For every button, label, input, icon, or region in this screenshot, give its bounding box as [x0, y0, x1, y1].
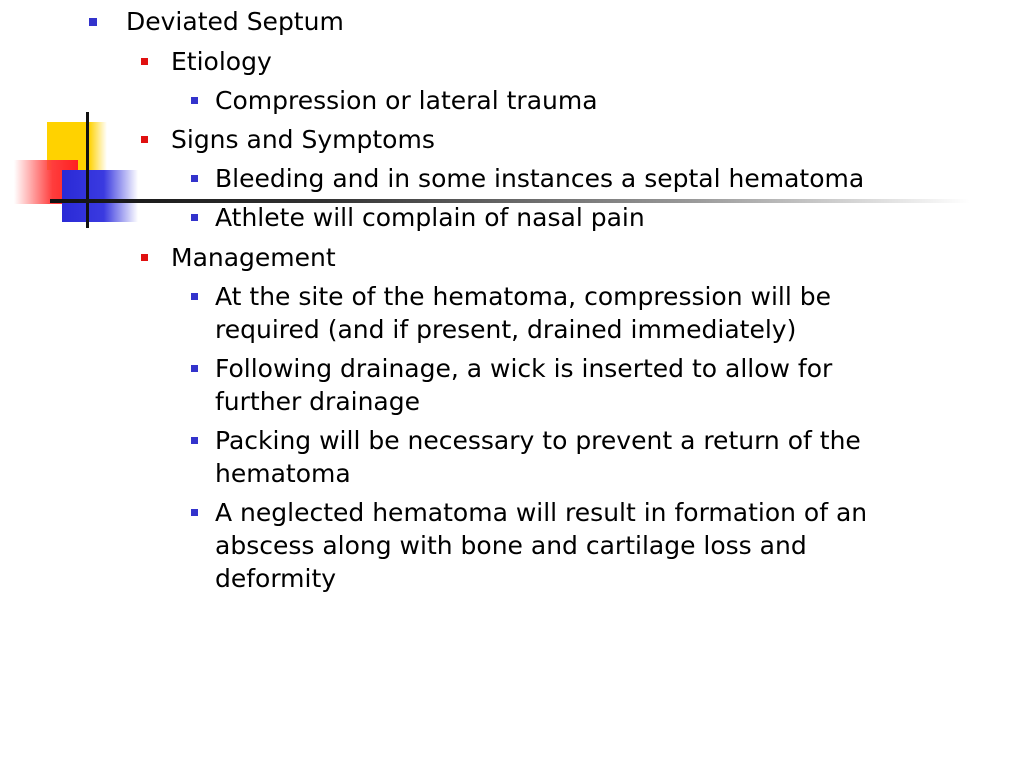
bullet-item-site-compression — [215, 280, 831, 346]
bullet-text-line: Following drainage, a wick is inserted to allow for — [215, 354, 833, 383]
bullet-text: Etiology — [171, 47, 272, 76]
bullet-marker-level3 — [191, 509, 198, 516]
bullet-text: Athlete will complain of nasal pain — [215, 203, 645, 232]
bullet-item-bleeding — [215, 162, 864, 195]
bullet-item-athlete-pain — [215, 201, 645, 234]
bullet-item-neglected-hematoma — [215, 496, 867, 595]
bullet-marker-level3 — [191, 214, 198, 221]
bullet-text-line: At the site of the hematoma, compression will be — [215, 282, 832, 311]
bullet-marker-level2 — [141, 136, 148, 143]
bullet-item-deviated-septum — [126, 5, 344, 38]
bullet-marker-level1 — [89, 18, 97, 26]
bullet-marker-level3 — [191, 97, 198, 104]
bullet-text-line: hematoma — [215, 459, 351, 488]
bullet-item-management — [171, 241, 336, 274]
bullet-text-line: Packing will be necessary to prevent a return of the — [215, 426, 861, 455]
bullet-marker-level3 — [191, 365, 198, 372]
bullet-text: Compression or lateral trauma — [215, 86, 598, 115]
bullet-text-line: deformity — [215, 564, 337, 593]
bullet-item-packing — [215, 424, 861, 490]
bullet-text: Bleeding and in some instances a septal hematoma — [215, 164, 865, 193]
bullet-item-compression — [215, 84, 598, 117]
bullet-marker-level3 — [191, 175, 198, 182]
bullet-marker-level2 — [141, 58, 148, 65]
bullet-text-line: required (and if present, drained immediately) — [215, 315, 797, 344]
bullet-text: Deviated Septum — [126, 7, 344, 36]
bullet-item-etiology — [171, 45, 272, 78]
bullet-item-wick — [215, 352, 832, 418]
bullet-text: Management — [171, 243, 336, 272]
bullet-text-line: further drainage — [215, 387, 421, 416]
bullet-item-signs-and-symptoms — [171, 123, 435, 156]
bullet-marker-level3 — [191, 437, 198, 444]
bullet-text-line: abscess along with bone and cartilage loss and — [215, 531, 807, 560]
bullet-marker-level2 — [141, 254, 148, 261]
bullet-marker-level3 — [191, 293, 198, 300]
bullet-text-line: A neglected hematoma will result in formation of an — [215, 498, 868, 527]
bullet-text: Signs and Symptoms — [171, 125, 435, 154]
